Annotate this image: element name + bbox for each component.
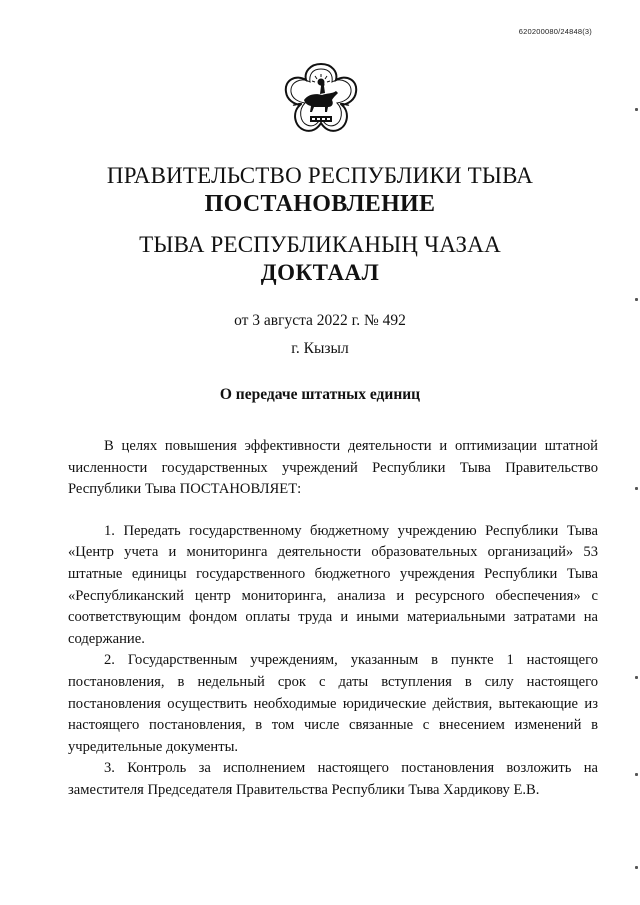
scan-edge-mark (635, 773, 638, 776)
document-type-tyv: ДОКТААЛ (260, 260, 380, 285)
government-title-ru: ПРАВИТЕЛЬСТВО РЕСПУБЛИКИ ТЫВА (106, 163, 534, 188)
date-and-number: от 3 августа 2022 г. № 492 (234, 312, 406, 329)
scan-edge-mark (635, 866, 638, 869)
document-subject: О передаче штатных единиц (219, 386, 421, 403)
government-title-tyv: ТЫВА РЕСПУБЛИКАНЫҢ ЧАЗАА (139, 232, 501, 257)
preamble-paragraph: В целях повышения эффективности деятельности и оптимизации штатной численности государственных учреждений Республики Тыва Правительство Республики Тыва ПОСТАНОВЛЯЕТ: (68, 438, 598, 498)
document-type-ru: ПОСТАНОВЛЕНИЕ (204, 191, 436, 217)
item-3-paragraph: 3. Контроль за исполнением настоящего постановления возложить на заместителя Председателя Правительства Республики Тыва Хардикову Е.В. (68, 760, 598, 798)
tuva-coat-of-arms-icon (280, 60, 362, 140)
scan-edge-mark (635, 676, 638, 679)
scan-edge-mark (635, 487, 638, 490)
city: г. Кызыл (291, 340, 349, 357)
item-1-paragraph: 1. Передать государственному бюджетному учреждению Республики Тыва «Центр учета и мониторинга деятельности образовательных организаций» 53 штатные единицы государственного бюджетного учреждения Республики Тыва «Республиканский центр мониторинга, анализа и ресурсного обеспечения» с соответствующим фондом оплаты труда и иными материальными затратами на содержание. (68, 522, 598, 647)
item-2-paragraph: 2. Государственным учреждениям, указанным в пункте 1 настоящего постановления, в недельный срок с даты вступления в силу настоящего постановления осуществить необходимые юридические действия, вытекающие из настоящего постановления, в том числе связанные с внесением изменений в учредительные документы. (68, 652, 598, 755)
document-body (68, 436, 598, 802)
scan-edge-mark (635, 298, 638, 301)
scan-edge-mark (635, 108, 638, 111)
document-code: 620200080/24848(3) (518, 27, 592, 36)
